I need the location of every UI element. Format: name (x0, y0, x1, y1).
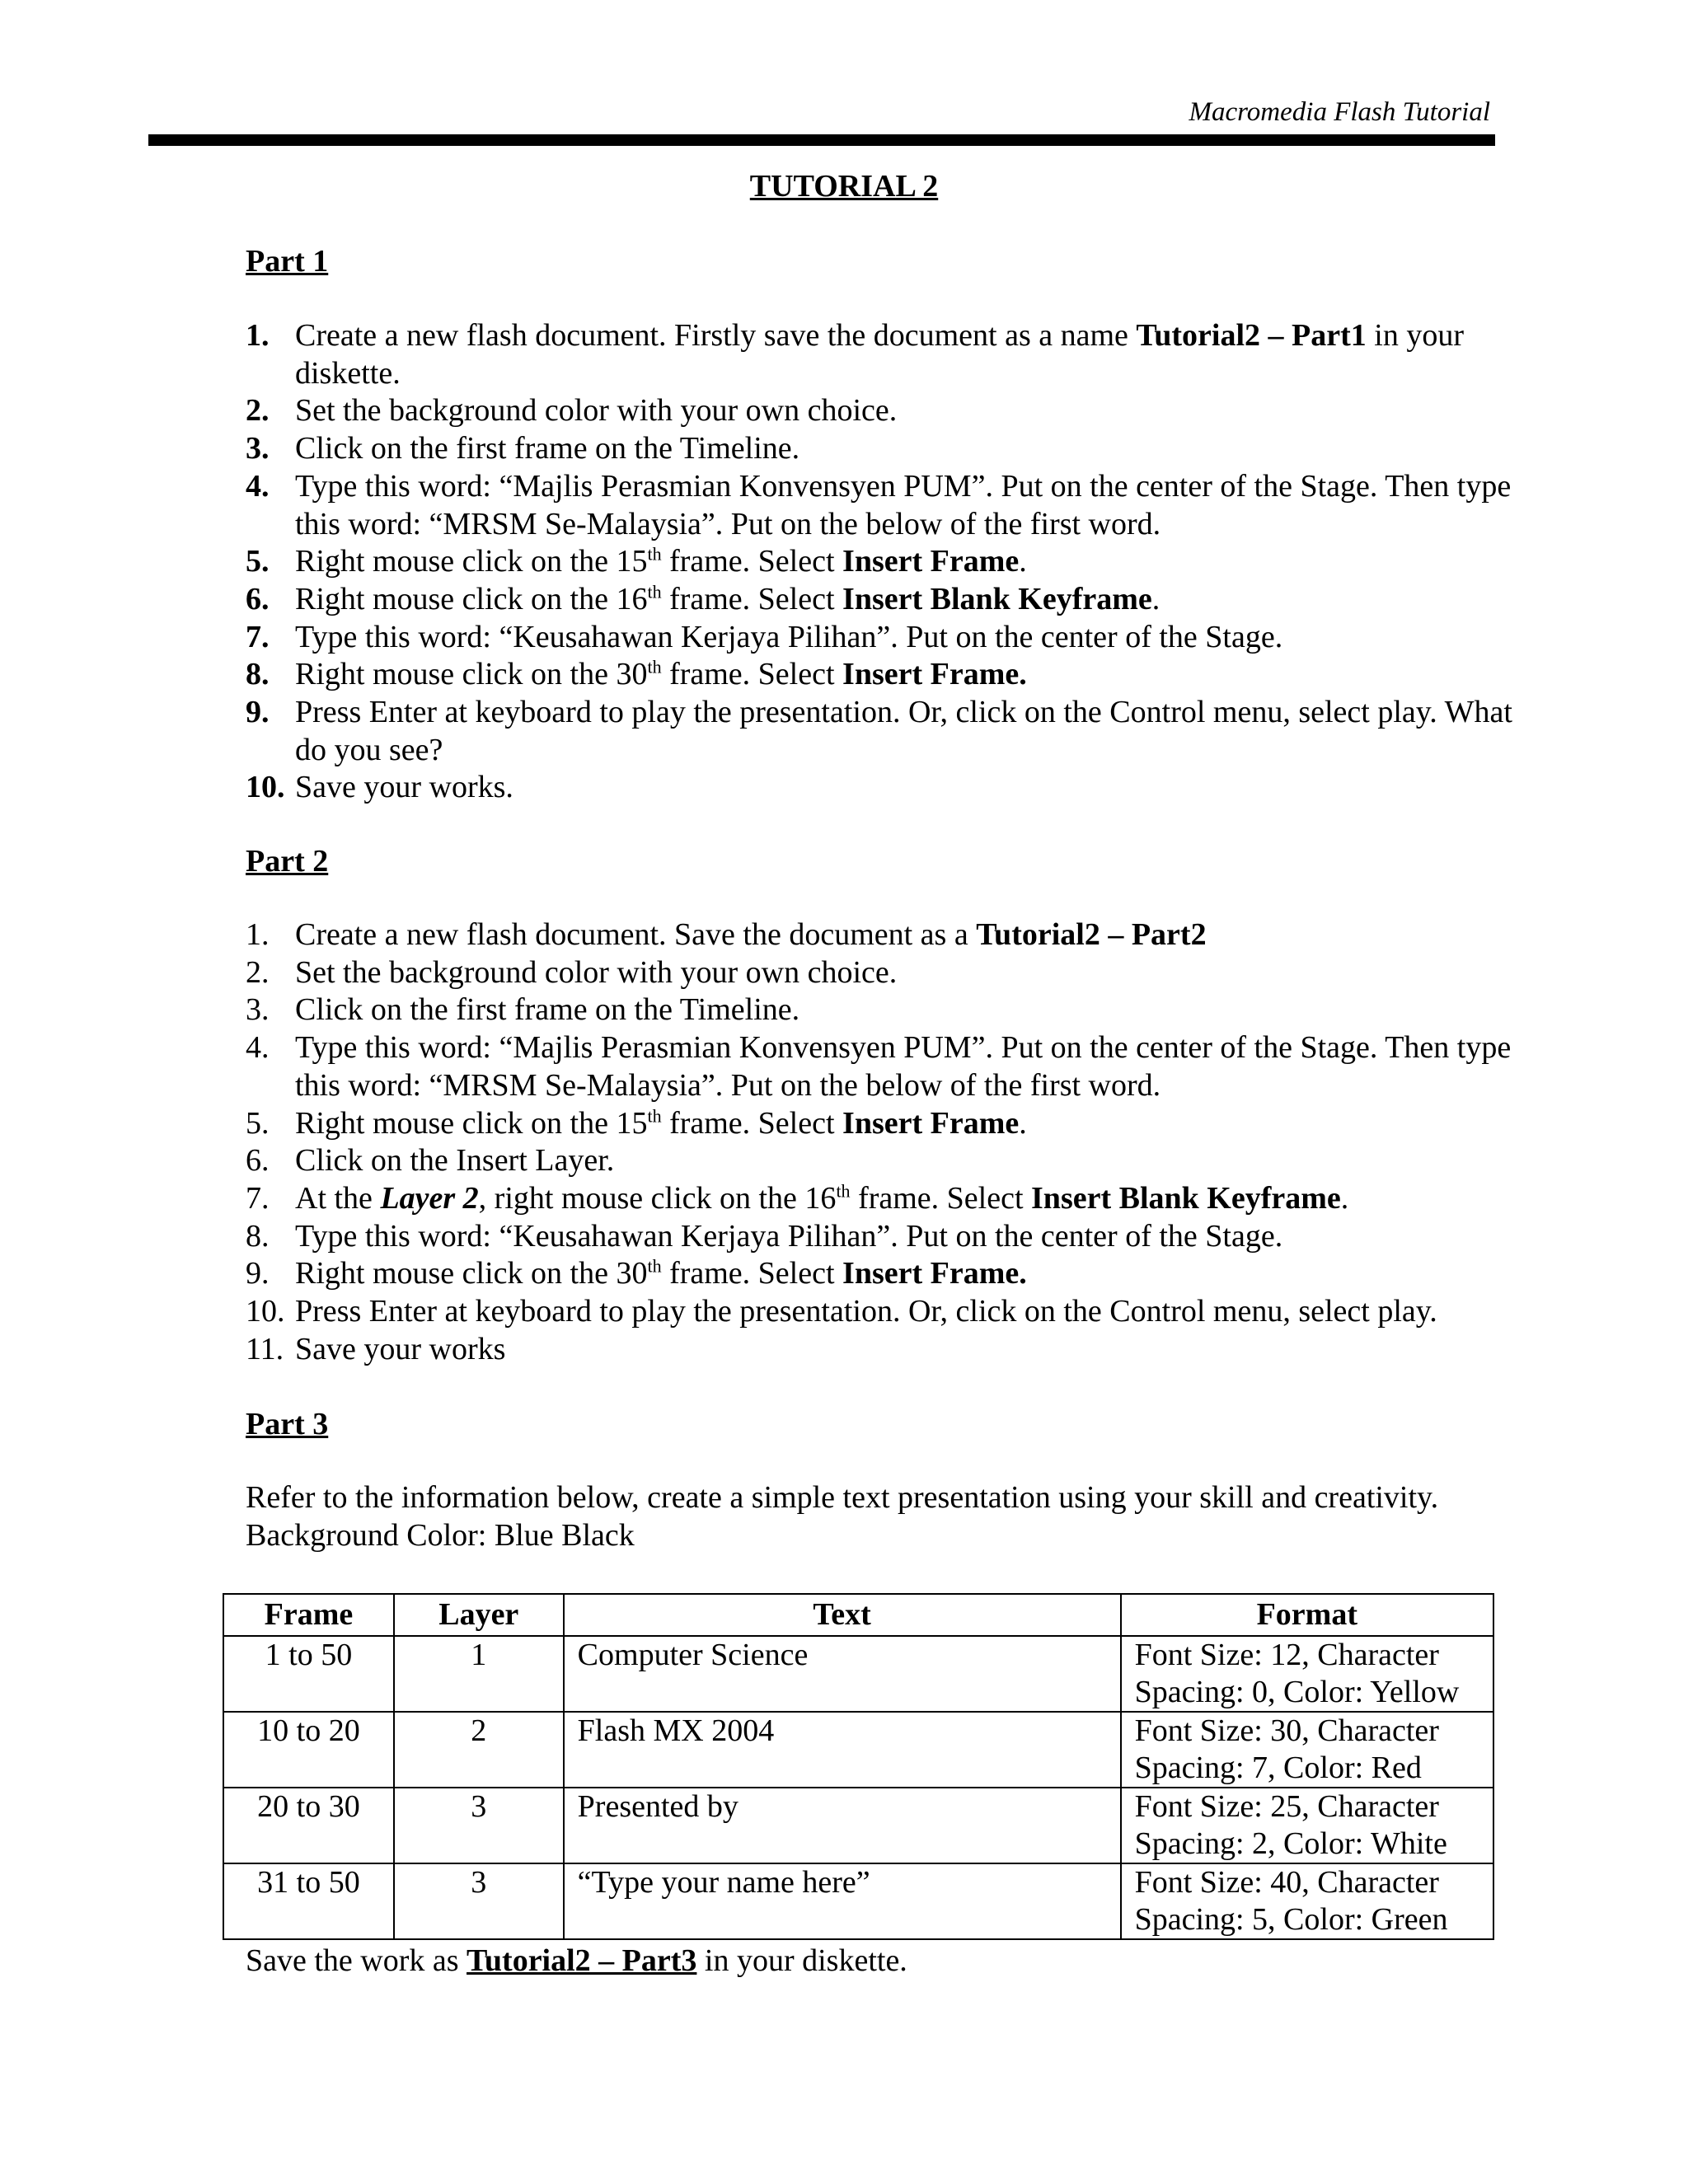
table-cell: 3 (394, 1788, 564, 1863)
part-3-background: Background Color: Blue Black (246, 1518, 635, 1553)
table-header-cell: Format (1121, 1594, 1493, 1636)
running-header: Macromedia Flash Tutorial (1189, 97, 1490, 127)
list-item (246, 430, 1515, 468)
list-text: At the (295, 1180, 381, 1216)
list-number: 1. (246, 318, 270, 353)
list-number: 10. (246, 770, 285, 805)
list-item (246, 916, 1515, 954)
table-cell: Flash MX 2004 (564, 1712, 1121, 1788)
list-emphasis: Insert Frame. (842, 657, 1027, 692)
header-rule (148, 134, 1495, 146)
list-text: Create a new flash document. Save the document as a (295, 917, 977, 952)
list-number: 10. (246, 1294, 285, 1329)
list-number: 9. (246, 1256, 270, 1291)
list-text: Right mouse click on the 30 (295, 1256, 648, 1291)
list-number: 3. (246, 992, 270, 1028)
table-cell: 2 (394, 1712, 564, 1788)
table-cell: Computer Science (564, 1636, 1121, 1712)
list-number: 5. (246, 544, 270, 579)
list-text: frame. Select (661, 581, 843, 616)
list-superscript: th (647, 1104, 662, 1126)
part-2-heading: Part 2 (246, 844, 329, 879)
list-number: 7. (246, 1180, 270, 1216)
list-text: Right mouse click on the 15 (295, 1105, 648, 1141)
list-item (246, 1218, 1515, 1256)
list-text: Set the background color with your own choice. (295, 954, 898, 990)
list-item (246, 619, 1515, 657)
list-superscript: th (647, 1255, 662, 1277)
save-note-text: Save the work as (246, 1943, 467, 1978)
table-row (223, 1788, 1493, 1863)
list-text: Type this word: “Majlis Perasmian Konvensyen PUM”. Put on the center of the Stage. Then type this word: “MRSM Se-Malaysia”. Put on the below of the first word. (295, 468, 1512, 541)
list-number: 6. (246, 1143, 270, 1179)
save-note-filename: Tutorial2 – Part3 (467, 1943, 697, 1978)
list-number: 7. (246, 619, 270, 654)
list-number: 4. (246, 1030, 270, 1066)
table-header-row (223, 1594, 1493, 1636)
list-item (246, 317, 1515, 392)
table-cell: Presented by (564, 1788, 1121, 1863)
list-text: Press Enter at keyboard to play the presentation. Or, click on the Control menu, select play. What do you see? (295, 695, 1512, 767)
list-number: 4. (246, 468, 270, 504)
table-header-cell: Text (564, 1594, 1121, 1636)
table-body (223, 1636, 1493, 1939)
list-number: 11. (246, 1331, 284, 1366)
list-emphasis: Tutorial2 – Part2 (976, 917, 1207, 952)
table-cell: Font Size: 30, Character Spacing: 7, Color: Red (1121, 1712, 1493, 1788)
list-text: frame. Select (661, 1105, 843, 1141)
table-cell: 1 (394, 1636, 564, 1712)
list-number: 6. (246, 581, 270, 616)
frames-table (223, 1593, 1494, 1940)
list-text: Save your works (295, 1331, 506, 1366)
list-emphasis: Insert Blank Keyframe (842, 581, 1152, 616)
list-text: Right mouse click on the 16 (295, 581, 648, 616)
part-3-heading: Part 3 (246, 1407, 329, 1441)
table-cell: 1 to 50 (223, 1636, 394, 1712)
list-text: Click on the first frame on the Timeline. (295, 431, 800, 466)
part-1-heading: Part 1 (246, 244, 329, 279)
list-text: . (1019, 1105, 1027, 1141)
list-superscript: th (647, 656, 662, 677)
list-item (246, 1180, 1515, 1218)
list-superscript: th (647, 581, 662, 602)
list-emphasis: Layer 2 (380, 1180, 479, 1216)
list-text: frame. Select (661, 1256, 843, 1291)
list-item (246, 1142, 1515, 1180)
list-text: Press Enter at keyboard to play the presentation. Or, click on the Control menu, select play. (295, 1294, 1437, 1329)
table-row (223, 1636, 1493, 1712)
part-3-intro: Refer to the information below, create a simple text presentation using your skill and creativity. (246, 1480, 1439, 1515)
table-cell: Font Size: 25, Character Spacing: 2, Color: White (1121, 1788, 1493, 1863)
table-header-cell: Layer (394, 1594, 564, 1636)
list-text: . (1019, 544, 1027, 579)
table-cell: 31 to 50 (223, 1863, 394, 1939)
list-item (246, 991, 1515, 1029)
list-superscript: th (647, 543, 662, 565)
list-item (246, 1293, 1515, 1331)
list-item (246, 392, 1515, 430)
table-header-cell: Frame (223, 1594, 394, 1636)
list-text: . (1151, 581, 1160, 616)
list-text: Set the background color with your own choice. (295, 393, 898, 429)
list-emphasis: Insert Blank Keyframe (1031, 1180, 1341, 1216)
table-cell: 3 (394, 1863, 564, 1939)
list-item (246, 468, 1515, 543)
list-item (246, 543, 1515, 581)
list-number: 1. (246, 917, 270, 952)
list-text: , right mouse click on the 16 (478, 1180, 837, 1216)
table-row (223, 1712, 1493, 1788)
list-item (246, 954, 1515, 992)
list-item (246, 1105, 1515, 1143)
list-text: Click on the Insert Layer. (295, 1143, 615, 1179)
list-number: 8. (246, 1218, 270, 1254)
list-number: 9. (246, 695, 270, 730)
list-text: frame. Select (661, 544, 843, 579)
part-2-steps (246, 916, 1515, 1368)
list-item (246, 694, 1515, 769)
table-cell: 10 to 20 (223, 1712, 394, 1788)
list-number: 5. (246, 1105, 270, 1141)
list-text: frame. Select (850, 1180, 1032, 1216)
list-text: Create a new flash document. Firstly save the document as a name (295, 318, 1137, 353)
list-superscript: th (836, 1180, 851, 1202)
list-text: Save your works. (295, 770, 513, 805)
table-cell: Font Size: 40, Character Spacing: 5, Color: Green (1121, 1863, 1493, 1939)
save-note (246, 1943, 907, 1979)
list-text: frame. Select (661, 657, 843, 692)
list-item (246, 1331, 1515, 1369)
list-item (246, 1029, 1515, 1104)
document-title: TUTORIAL 2 (749, 169, 939, 204)
list-text: Type this word: “Keusahawan Kerjaya Pilihan”. Put on the center of the Stage. (295, 1218, 1283, 1254)
list-text: Type this word: “Keusahawan Kerjaya Pilihan”. Put on the center of the Stage. (295, 619, 1283, 654)
list-number: 8. (246, 657, 270, 692)
table-cell: 20 to 30 (223, 1788, 394, 1863)
table-row (223, 1863, 1493, 1939)
list-emphasis: Insert Frame (842, 1105, 1020, 1141)
list-text: in your diskette. (295, 318, 1464, 391)
list-text: Right mouse click on the 15 (295, 544, 648, 579)
table-cell: Font Size: 12, Character Spacing: 0, Color: Yellow (1121, 1636, 1493, 1712)
list-text: . (1340, 1180, 1349, 1216)
list-number: 3. (246, 431, 270, 466)
list-item (246, 656, 1515, 694)
list-emphasis: Insert Frame. (842, 1256, 1027, 1291)
list-number: 2. (246, 393, 270, 429)
list-number: 2. (246, 954, 270, 990)
list-emphasis: Tutorial2 – Part1 (1136, 318, 1367, 353)
part-1-steps (246, 317, 1515, 807)
list-item (246, 1255, 1515, 1293)
list-item (246, 769, 1515, 807)
list-item (246, 581, 1515, 619)
table-cell: “Type your name here” (564, 1863, 1121, 1939)
list-text: Type this word: “Majlis Perasmian Konvensyen PUM”. Put on the center of the Stage. Then type this word: “MRSM Se-Malaysia”. Put on the below of the first word. (295, 1030, 1512, 1103)
list-text: Click on the first frame on the Timeline. (295, 992, 800, 1028)
list-text: Right mouse click on the 30 (295, 657, 648, 692)
save-note-suffix: in your diskette. (696, 1943, 907, 1978)
list-emphasis: Insert Frame (842, 544, 1020, 579)
